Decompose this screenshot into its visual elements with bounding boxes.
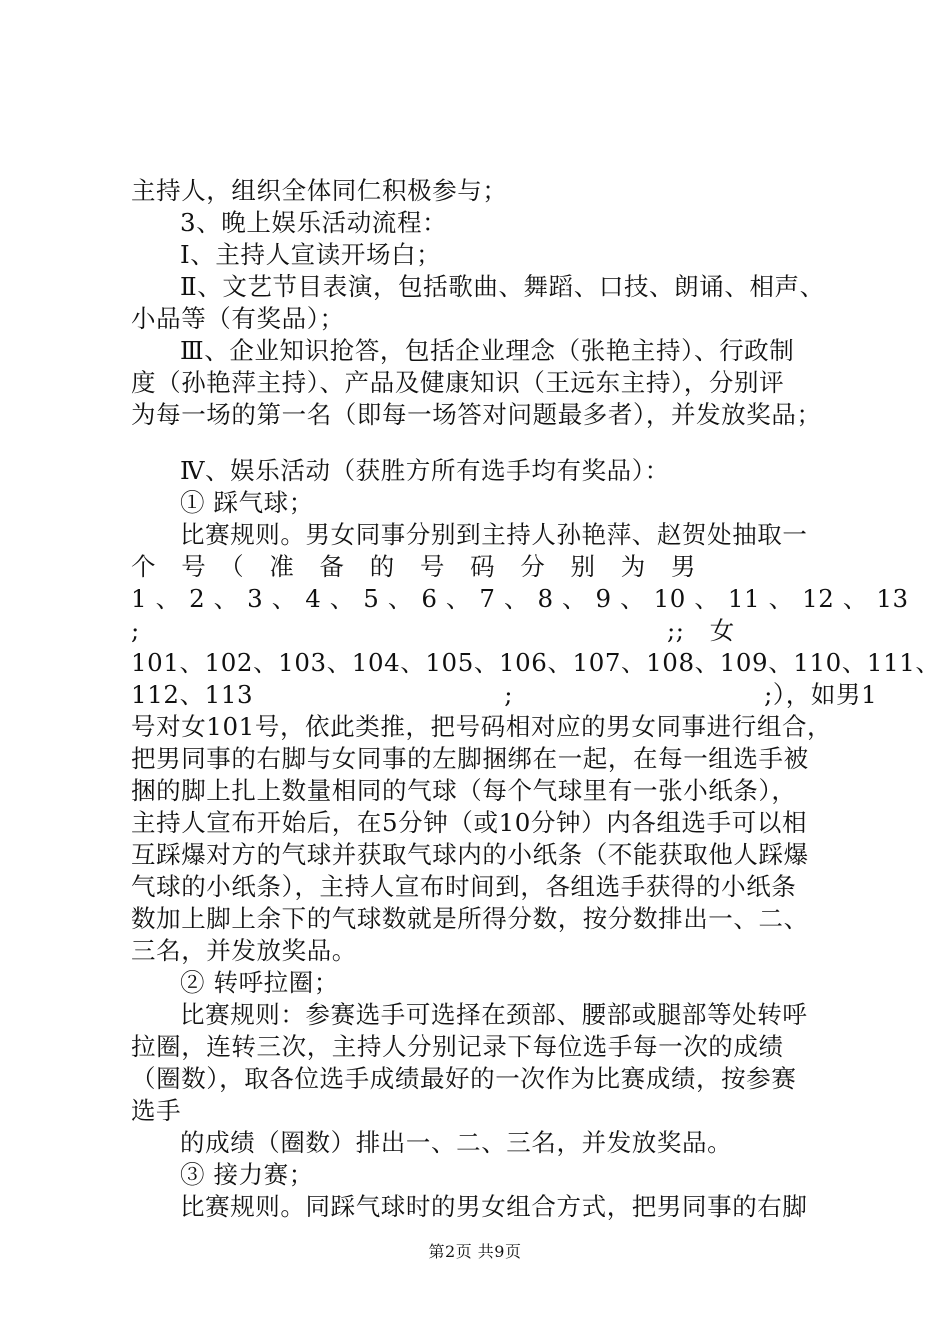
text-line: 1 、 2 、 3 、 4 、 5 、 6 、 7 、 8 、 9 、 10 、 11 、 12 、 13 bbox=[131, 584, 909, 613]
list-item: Ⅲ、企业知识抢答，包括企业理念（张艳主持）、行政制 bbox=[180, 336, 795, 365]
text-line: 为每一场的第一名（即每一场答对问题最多者），并发放奖品； bbox=[131, 400, 822, 429]
text-line: 数加上脚上余下的气球数就是所得分数，按分数排出一、二、 bbox=[131, 904, 809, 933]
text-line: 比赛规则。男女同事分别到主持人孙艳萍、赵贺处抽取一 bbox=[180, 520, 808, 549]
list-item: Ⅳ、娱乐活动（获胜方所有选手均有奖品）： bbox=[180, 456, 670, 485]
text-line: 互踩爆对方的气球并获取气球内的小纸条（不能获取他人踩爆 bbox=[131, 840, 809, 869]
list-item: Ⅰ、主持人宣读开场白； bbox=[180, 240, 442, 269]
sub-heading: ③ 接力赛； bbox=[180, 1160, 314, 1189]
text-line: 捆的脚上扎上数量相同的气球（每个气球里有一张小纸条）， bbox=[131, 776, 797, 805]
text-line: 三名，并发放奖品。 bbox=[131, 936, 357, 965]
text-line: 101、102、103、104、105、106、107、108、109、110、111、 bbox=[131, 648, 941, 677]
text-line: 主持人，组织全体同仁积极参与； bbox=[131, 176, 508, 205]
text-line: ; ;; 女 bbox=[131, 616, 735, 645]
list-item: Ⅱ、文艺节目表演，包括歌曲、舞蹈、口技、朗诵、相声、 bbox=[180, 272, 825, 301]
sub-heading: ① 踩气球； bbox=[180, 488, 314, 517]
text-line: 气球的小纸条），主持人宣布时间到，各组选手获得的小纸条 bbox=[131, 872, 797, 901]
text-line: 号对女101号，依此类推，把号码相对应的男女同事进行组合， bbox=[131, 712, 833, 741]
text-line: 主持人宣布开始后，在5分钟（或10分钟）内各组选手可以相 bbox=[131, 808, 808, 837]
text-line: 的成绩（圈数）排出一、二、三名，并发放奖品。 bbox=[180, 1128, 733, 1157]
text-line: 比赛规则：参赛选手可选择在颈部、腰部或腿部等处转呼 bbox=[180, 1000, 808, 1029]
text-line: 112、113 ; ;），如男1 bbox=[131, 680, 878, 709]
page-footer: 第2页 共9页 bbox=[428, 1242, 522, 1261]
text-line: 小品等（有奖品）； bbox=[131, 304, 345, 333]
text-line: 比赛规则。同踩气球时的男女组合方式，把男同事的右脚 bbox=[180, 1192, 808, 1221]
text-line: （圈数），取各位选手成绩最好的一次作为比赛成绩，按参赛 bbox=[131, 1064, 797, 1093]
text-line: 把男同事的右脚与女同事的左脚捆绑在一起，在每一组选手被 bbox=[131, 744, 809, 773]
text-line: 选手 bbox=[131, 1096, 182, 1125]
text-line: 拉圈，连转三次，主持人分别记录下每位选手每一次的成绩 bbox=[131, 1032, 784, 1061]
text-line: 个 号 （ 准 备 的 号 码 分 别 为 男 bbox=[131, 552, 697, 581]
text-line: 度（孙艳萍主持）、产品及健康知识（王远东主持），分别评 bbox=[131, 368, 785, 397]
sub-heading: ② 转呼拉圈； bbox=[180, 968, 339, 997]
section-heading: 3、晚上娱乐活动流程： bbox=[180, 208, 448, 237]
